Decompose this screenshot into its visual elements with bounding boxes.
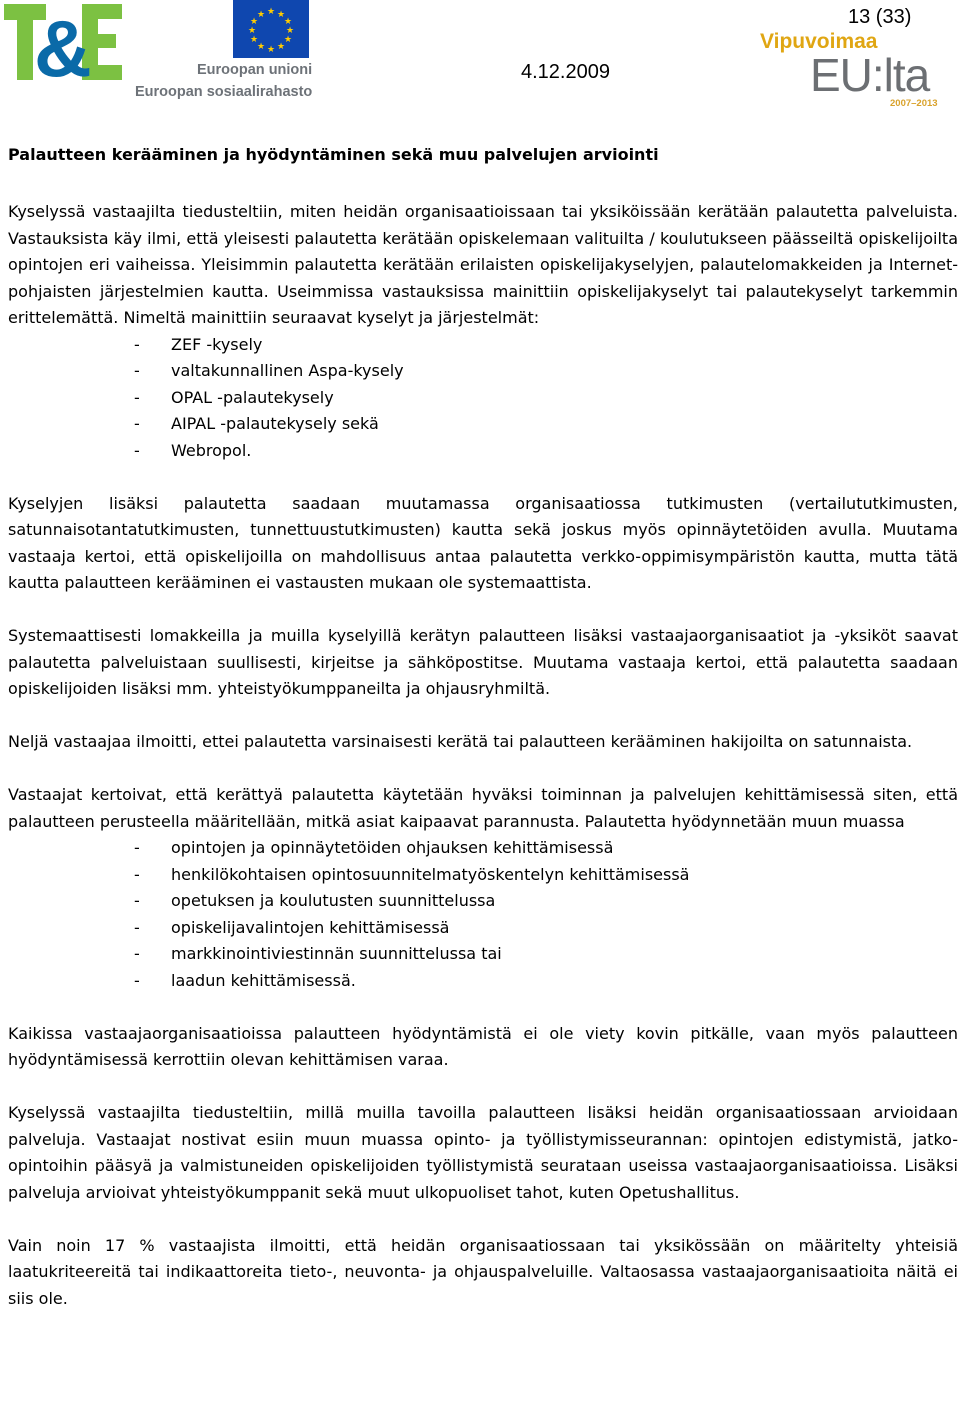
svg-text:★: ★ — [276, 10, 286, 20]
svg-text:&: & — [34, 4, 92, 82]
list-item: - opetuksen ja koulutusten suunnittelussa — [134, 891, 496, 910]
usage-list — [8, 835, 958, 994]
svg-text:★: ★ — [266, 45, 276, 55]
paragraph-4: Neljä vastaajaa ilmoitti, ettei palautetta varsinaisesti kerätä tai palautteen kerääminen hakijoilta on satunnaista. — [8, 732, 913, 751]
eu-logo-line1: Euroopan unioni — [197, 62, 313, 78]
page-header — [0, 0, 960, 120]
list-item: - opintojen ja opinnäytetöiden ohjauksen kehittämisessä — [134, 838, 614, 857]
list-item: - Webropol. — [134, 440, 252, 460]
paragraph-7: Kyselyssä vastaajilta tiedusteltiin, millä muilla tavoilla palautteen lisäksi heidän organisaatiossaan arvioidaan palveluja. Vastaajat nostivat esiin muun muassa opinto- ja työllistymisseurannan: opintojen edistymistä, jatko-opintoihin pääsyä ja valmistuneiden opiskelijoiden työllistymistä seurataan useissa vastaajaorganisaatioissa. Lisäksi palveluja arvioivat yhteistyökumppanit sekä muut ulkopuoliset tahot, kuten Opetushallitus. — [8, 1103, 958, 1202]
section-title: Palautteen kerääminen ja hyödyntäminen sekä muu palvelujen arviointi — [8, 145, 659, 164]
svg-text:★: ★ — [266, 7, 276, 17]
svg-text:★: ★ — [283, 17, 293, 27]
list-item: - valtakunnallinen Aspa-kysely — [134, 361, 404, 380]
svg-text:★: ★ — [249, 17, 259, 27]
survey-list — [8, 332, 958, 465]
svg-text:★: ★ — [276, 42, 286, 52]
svg-text:★: ★ — [256, 42, 266, 52]
vip-logo-line2: EU:lta — [810, 49, 930, 101]
list-item: - laadun kehittämisessä. — [134, 970, 356, 990]
te-logo-graphic — [4, 2, 124, 82]
paragraph-8: Vain noin 17 % vastaajista ilmoitti, että heidän organisaatiossaan tai yksikössään on määritelty yhteisiä laatukriteereitä tai indikaattoreita tieto-, neuvonta- ja ohjauspalveluille. Valtaosassa vastaajaorganisaatioita näitä ei siis ole. — [8, 1235, 958, 1308]
svg-text:★: ★ — [285, 26, 295, 36]
document-date: 4.12.2009 — [521, 61, 610, 83]
eu-flag-icon — [233, 0, 309, 58]
paragraph-3: Systemaattisesti lomakkeilla ja muilla kyselyillä kerätyn palautteen lisäksi vastaajaorganisaatiot ja -yksiköt saavat palautetta palveluistaan suullisesti, kirjeitse ja sähköpostitse. Muutama vastaaja kertoi, että palautetta saadaan opiskelijoiden lisäksi mm. yhteistyökumppaneilta ja ohjausryhmiltä. — [8, 626, 958, 698]
document-body — [8, 144, 958, 1312]
list-item: - henkilökohtaisen opintosuunnitelmatyöskentelyn kehittämisessä — [134, 864, 690, 884]
eu-logo-line2: Euroopan sosiaalirahasto — [135, 84, 313, 100]
page-number: 13 (33) — [848, 6, 912, 28]
list-item: - opiskelijavalintojen kehittämisessä — [134, 917, 450, 937]
list-item: - AIPAL -palautekysely sekä — [134, 414, 379, 433]
svg-text:★: ★ — [283, 35, 293, 45]
svg-text:★: ★ — [247, 26, 257, 36]
list-item: - OPAL -palautekysely — [134, 387, 334, 407]
paragraph-2: Kyselyjen lisäksi palautetta saadaan muutamassa organisaatiossa tutkimusten (vertailututkimusten, satunnaisotantatutkimusten, tunnettuustutkimusten) kautta sekä joskus myös opinnäytetöiden avulla. Muutama vastaaja kertoi, että opiskelijoilla on mahdollisuus antaa palautetta verkko-oppimisympäristön kautta, mutta tätä kautta palautteen kerääminen ei vastausten mukaan ole systemaattista. — [8, 493, 958, 592]
vipuvoimaa-logo — [760, 30, 955, 112]
vip-logo-years: 2007–2013 — [890, 98, 938, 109]
paragraph-6: Kaikissa vastaajaorganisaatioissa palautteen hyödyntämistä ei ole viety kovin pitkälle, vaan myös palautteen hyödyntämisessä kerrottiin olevan kehittämisen varaa. — [8, 1023, 958, 1069]
eu-logo — [135, 0, 315, 105]
paragraph-5: Vastaajat kertoivat, että kerättyä palautetta käytetään hyväksi toiminnan ja palvelujen kehittämisessä siten, että palautteen perusteella määritellään, mitkä asiat kaipaavat parannusta. Palautetta hyödynnetään muun muassa — [8, 785, 958, 831]
vip-logo-line1: Vipuvoimaa — [760, 30, 878, 53]
svg-text:★: ★ — [249, 35, 259, 45]
paragraph-1: Kyselyssä vastaajilta tiedusteltiin, miten heidän organisaatioissaan tai yksiköissään kerätään palautetta palveluista. Vastauksista käy ilmi, että yleisesti palautetta kerätään opiskelemaan valituilta / koulutukseen päässeiltä opiskelijoilta opintojen eri vaiheissa. Yleisimmin palautetta kerätään erilaisten opiskelijakyselyjen, palautelomakkeiden ja Internet-pohjaisten järjestelmien kautta. Useimmissa vastauksissa mainittiin opiskelijakyselyt tai palautekyselyt tarkemmin erittelemättä. Nimeltä mainittiin seuraavat kyselyt ja järjestelmät: — [8, 202, 958, 327]
svg-text:★: ★ — [256, 10, 266, 20]
te-logo — [4, 2, 124, 82]
list-item: - markkinointiviestinnän suunnittelussa tai — [134, 944, 502, 963]
list-item: - ZEF -kysely — [134, 334, 263, 354]
